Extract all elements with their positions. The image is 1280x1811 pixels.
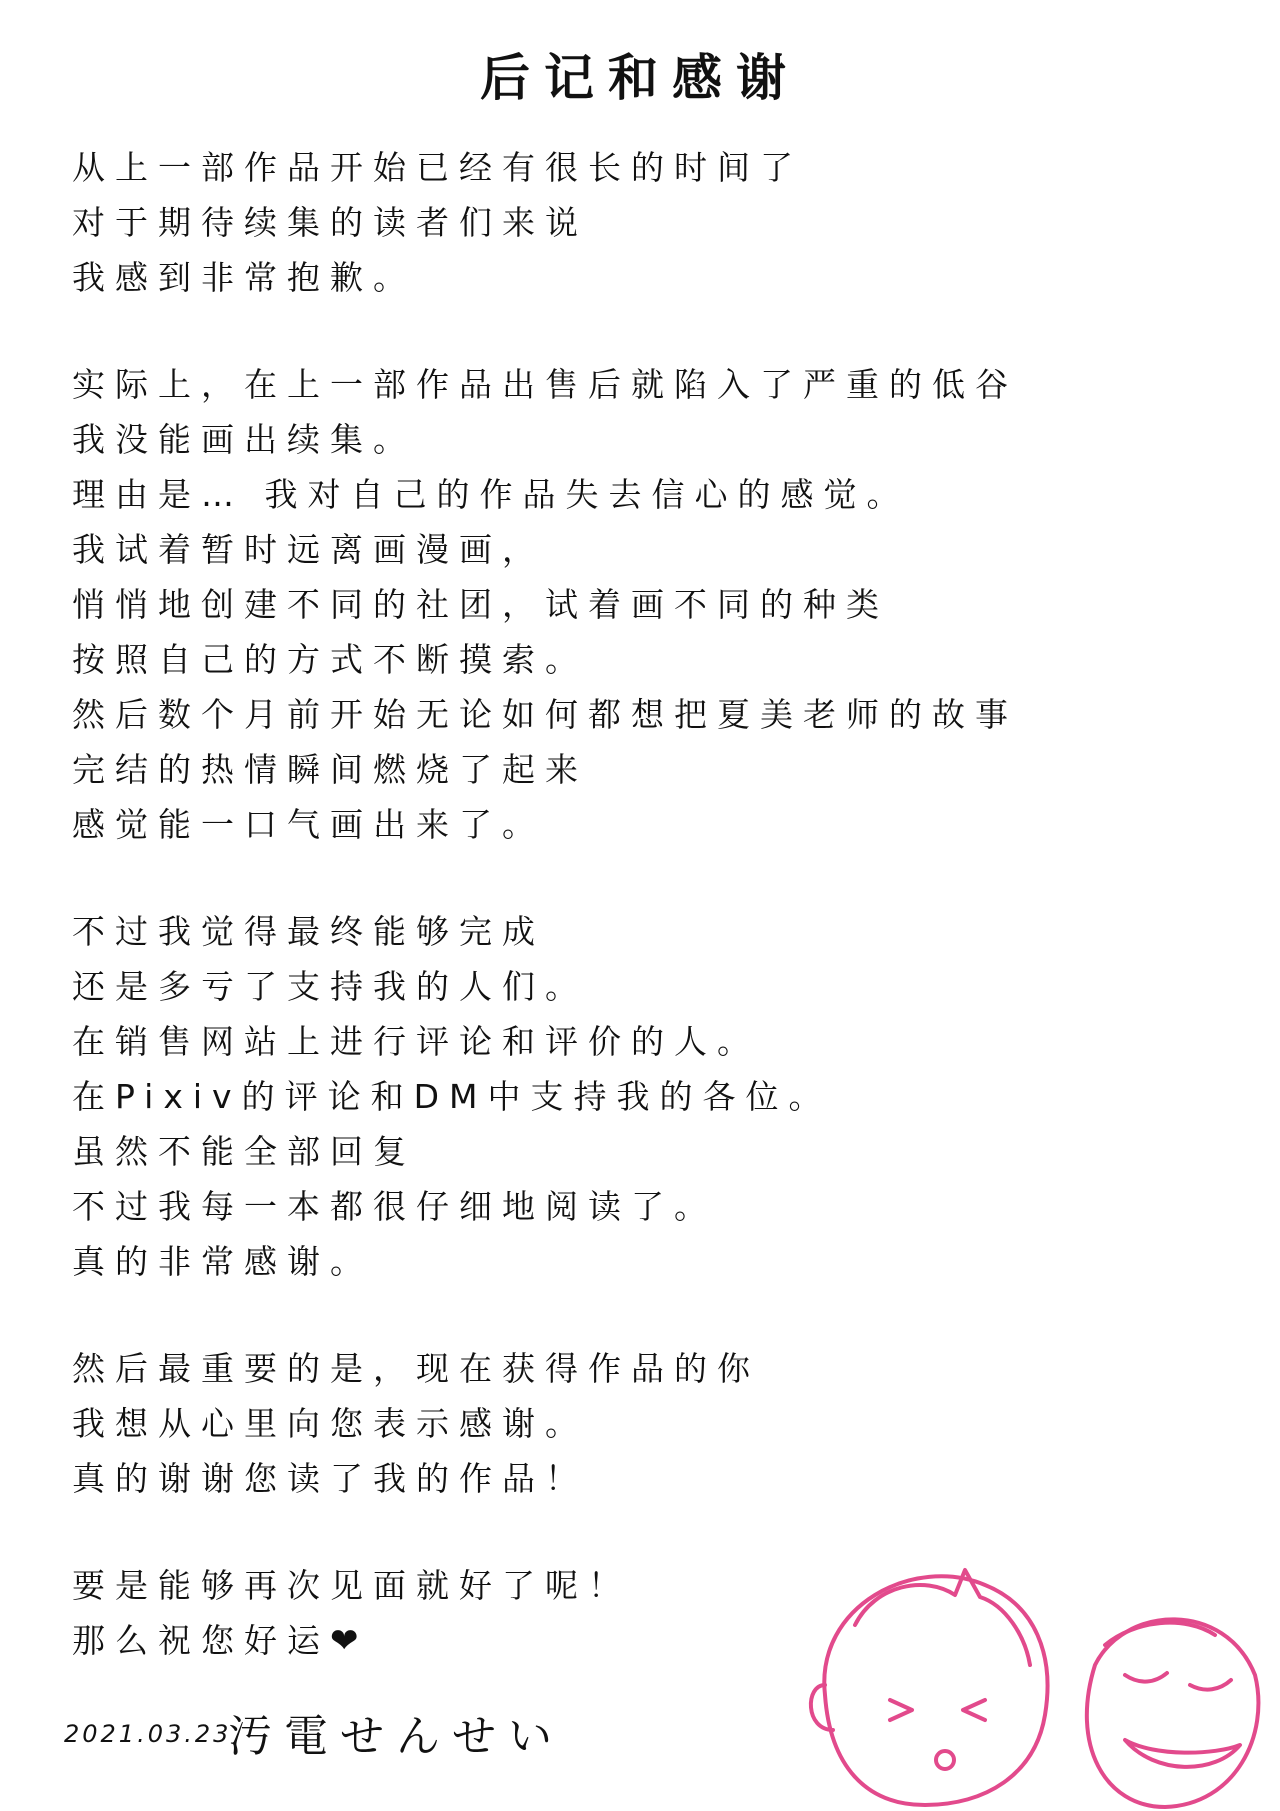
paragraph [72,140,1072,305]
text-line: 我试着暂时远离画漫画， [72,530,545,569]
right-eye [1125,1673,1167,1682]
text-line: 悄悄地创建不同的社团，试着画不同的种类 [72,585,889,624]
right-face-outline [1087,1619,1259,1807]
text-line: 我没能画出续集。 [72,420,416,459]
right-mouth [1125,1740,1240,1767]
text-line: 虽然不能全部回复 [72,1132,416,1171]
heart-icon: ❤ [330,1621,359,1661]
right-hair [1105,1623,1215,1645]
page-title: 后记和感谢 [480,49,800,107]
paragraph [72,357,1072,852]
text-line: 对于期待续集的读者们来说 [72,203,588,242]
text-line: 真的非常感谢。 [72,1242,373,1281]
left-hair [855,1570,1030,1665]
left-eye [963,1700,985,1720]
afterword-body [72,140,1072,1669]
author-signature: 汚電せんせい [228,1711,564,1762]
text-line: 理由是… 我对自己的作品失去信心的感觉。 [72,475,910,514]
text-line: 实际上，在上一部作品出售后就陷入了严重的低谷 [72,365,1018,404]
left-eye [890,1700,912,1720]
left-face-outline [824,1576,1047,1805]
text-line: 然后最重要的是，现在获得作品的你 [72,1349,760,1388]
text-line: 我想从心里向您表示感谢。 [72,1404,588,1443]
paragraph [72,1341,1072,1506]
text-line: 从上一部作品开始已经有很长的时间了 [72,148,803,187]
text-line: 还是多亏了支持我的人们。 [72,967,588,1006]
text-line: 不过我觉得最终能够完成 [72,912,545,951]
right-eye [1190,1680,1231,1690]
text-line: 真的谢谢您读了我的作品！ [72,1459,588,1498]
text-line: 然后数个月前开始无论如何都想把夏美老师的故事 [72,695,1018,734]
text-line: 要是能够再次见面就好了呢！ [72,1566,631,1605]
paragraph [72,904,1072,1289]
text-line: 在Pixiv的评论和DM中支持我的各位。 [72,1077,832,1116]
text-line: 在销售网站上进行评论和评价的人。 [72,1022,760,1061]
text-line: 按照自己的方式不断摸索。 [72,640,588,679]
closing-text: 那么祝您好运 [72,1621,330,1660]
date: 2021.03.23 [64,1720,232,1748]
character-doodle [795,1525,1265,1810]
text-line: 我感到非常抱歉。 [72,258,416,297]
text-line: 完结的热情瞬间燃烧了起来 [72,750,588,789]
left-mouth [936,1751,954,1769]
text-line: 不过我每一本都很仔细地阅读了。 [72,1187,717,1226]
text-line: 感觉能一口气画出来了。 [72,805,545,844]
